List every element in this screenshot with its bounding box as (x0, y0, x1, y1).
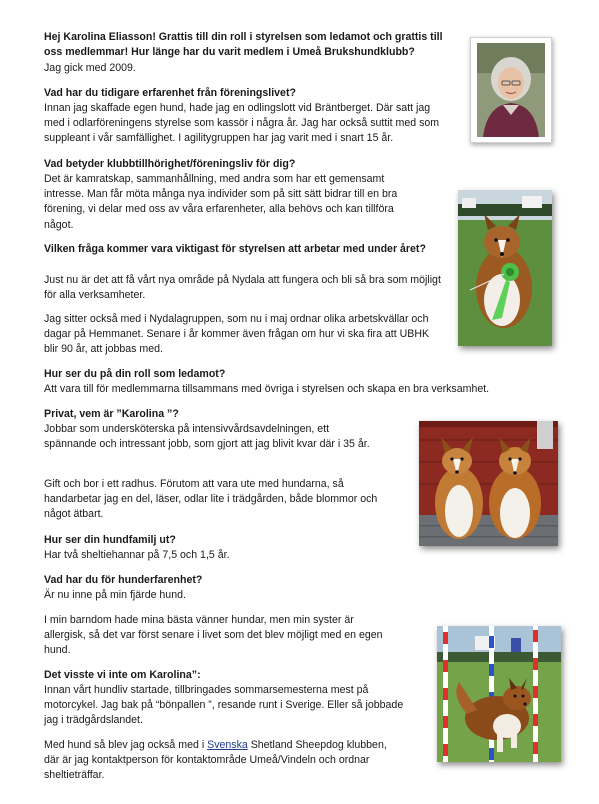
question-dog-family: Hur ser din hundfamilj ut? (44, 534, 176, 546)
svenska-link[interactable]: Svenska (207, 739, 248, 751)
question-club-meaning: Vad betyder klubbtillhörighet/föreningsliv för dig? (44, 158, 296, 170)
question-experience: Vad har du tidigare erfarenhet från föreningslivet? (44, 87, 296, 99)
agility-sheltie-photo (437, 626, 561, 762)
question-dog-experience: Vad har du för hunderfarenhet? (44, 574, 203, 586)
answer-board-priority: Just nu är det att få vårt nya område på Nydala att fungera och bli så bra som möjligt för alla verksamheter. (44, 274, 441, 302)
portrait-photo (477, 43, 545, 137)
answer-did-not-know: Innan vårt hundliv startade, tillbringades sommarsemesterna mest på motorcykel. Jag bak på “bönpallen ”, resande runt i Sverige. Eller så jobbade jag i trädgårdslandet. (44, 684, 404, 727)
answer-club-meaning: Det är kamratskap, sammanhållning, med andra som har ett gemensamt intresse. Man får möta många nya individer som på sitt sätt bidrar till en bra förening, vi delar med oss av våra erfarenheter, alla behövs och kan tillföra något. (44, 173, 398, 231)
question-private: Privat, vem är ”Karolina ”? (44, 408, 179, 420)
question-role: Hur ser du på din roll som ledamot? (44, 368, 226, 380)
sheltie-club-text-pre: Med hund så blev jag också med i (44, 739, 208, 751)
portrait-photo-frame (470, 37, 552, 143)
question-did-not-know: Det visste vi inte om Karolina”: (44, 669, 201, 681)
answer-private-2: Gift och bor i ett radhus. Förutom att vara ute med hundarna, så handarbetar jag en del, läser, odlar lite i trädgården, både blommor och något ätbart. (44, 478, 378, 521)
sheltie-club-text-post: Shetland Sheepdog klubben, där är jag kontaktperson för kontaktområde Umeå/Vindeln och ordnar sheltieträffar. (44, 739, 387, 782)
sheltie-rosette-photo (458, 190, 552, 346)
question-member-since: Hej Karolina Eliasson! Grattis till din roll i styrelsen som ledamot och grattis till oss medlemmar! Hur länge har du varit medlem i Umeå Brukshundklubb? (44, 31, 443, 59)
answer-private: Jobbar som undersköterska på intensivvårdsavdelningen, ett spännande och intressant jobb, som gjort att jag blivit kvar där i 35 år. (44, 423, 370, 451)
answer-sheltie-club (44, 738, 394, 784)
answer-board-priority-2: Jag sitter också med i Nydalagruppen, som nu i maj ordnar olika arbetskvällar och dagar på Hemmanet. Senare i år kommer även frågan om hur vi ska fira att UBHK blir 90 år, att jobbas med. (44, 313, 430, 356)
question-board-priority: Vilken fråga kommer vara viktigast för styrelsen att arbetar med under året? (44, 243, 426, 255)
two-shelties-photo (419, 421, 558, 546)
answer-role: Att vara till för medlemmarna tillsammans med övriga i styrelsen och skapa en bra verksamhet. (44, 383, 490, 395)
answer-experience: Innan jag skaffade egen hund, hade jag en odlingslott vid Bräntberget. Där satt jag med i odlarföreningens styrelse som kassör i några år. Jag har också suttit med som suppleant i vår samfällighet. I agilitygruppen har jag varit med i snart 15 år. (44, 102, 440, 145)
answer-dog-family: Har två sheltiehannar på 7,5 och 1,5 år. (44, 549, 230, 561)
answer-member-since: Jag gick med 2009. (44, 62, 136, 74)
answer-dog-experience-2: I min barndom hade mina bästa vänner hundar, men min syster är allergisk, så det var först senare i livet som det blev möjligt med en egen hund. (44, 614, 383, 657)
answer-dog-experience: Är nu inne på min fjärde hund. (44, 589, 186, 601)
